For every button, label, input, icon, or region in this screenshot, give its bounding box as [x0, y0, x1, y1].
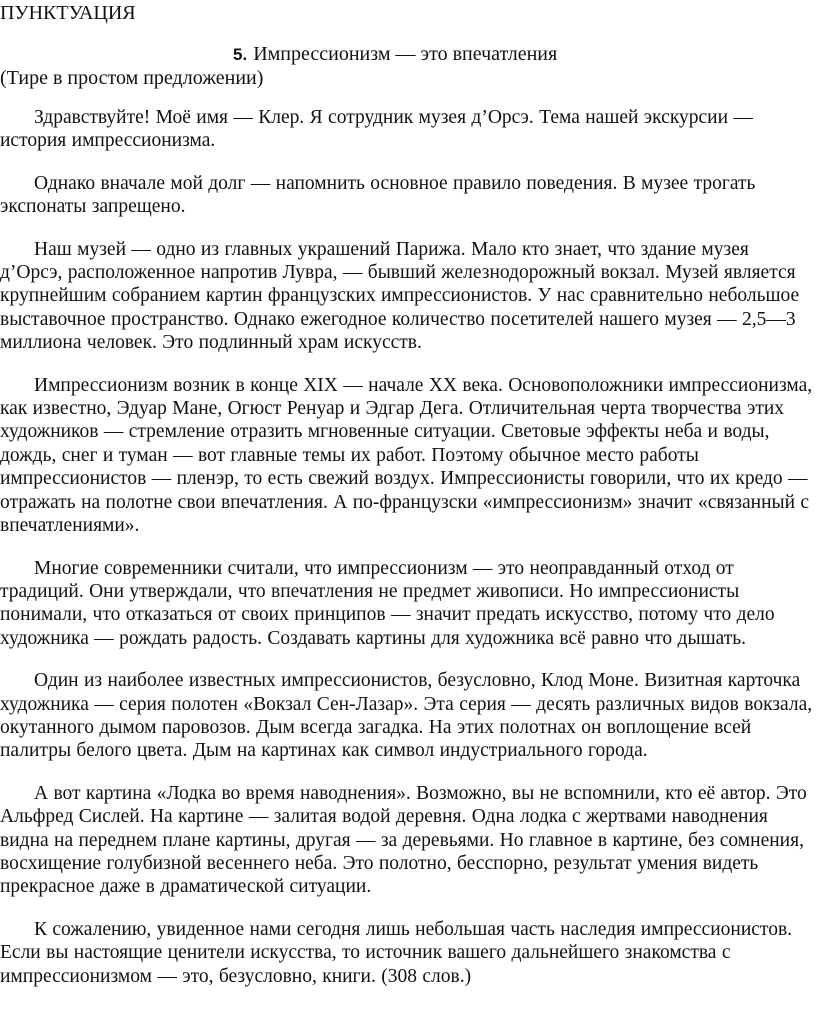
paragraph-rules: Однако вначале мой долг — напомнить основное правило поведения. В музее трогать экспонаты запрещено.	[0, 172, 756, 218]
lesson-subtitle: (Тире в простом предложении)	[0, 67, 264, 89]
lesson-title-text: Импрессионизм — это впечатления	[253, 43, 558, 65]
lesson-title	[233, 42, 557, 67]
paragraph-conclusion: К сожалению, увиденное нами сегодня лишь небольшая часть наследия импрессионистов. Если вы настоящие ценители искусства, то источник вашего дальнейшего знакомства с импрессионизмом — это, безусловно, книги. (308 слов.)	[0, 918, 793, 987]
paragraph-museum: Наш музей — одно из главных украшений Парижа. Мало кто знает, что здание музея д’Орсэ, расположенное напротив Лувра, — бывший железнодорожный вокзал. Музей является крупнейшим собранием картин французских импрессионистов. У нас сравнительно небольшое выставочное пространство. Однако ежегодное количество посетителей нашего музея — 2,5—3 миллиона человек. Это подлинный храм искусств.	[0, 238, 800, 354]
paragraph-greeting: Здравствуйте! Моё имя — Клер. Я сотрудник музея д’Орсэ. Тема нашей экскурсии — история импрессионизма.	[0, 107, 753, 152]
paragraph-contemporaries: Многие современники считали, что импрессионизм — это неоправданный отход от традиций. Они утверждали, что впечатления не предмет живописи. Но импрессионисты понимали, что отказаться от своих принципов — значит предать искусство, потому что дело художника — рождать радость. Создавать картины для художника всё равно что дышать.	[0, 557, 775, 649]
paragraph-monet: Один из наиболее известных импрессионистов, безусловно, Клод Моне. Визитная карточка художника — серия полотен «Вокзал Сен-Лазар». Эта серия — десять различных видов вокзала, окутанного дымом паровозов. Дым всегда загадка. На этих полотнах он воплощение всей палитры белого цвета. Дым на картинах как символ индустриального города.	[0, 670, 813, 762]
text-body	[0, 106, 816, 1007]
paragraph-impressionism-origin: Импрессионизм возник в конце XIX — начале XX века. Основоположники импрессионизма, как известно, Эдуар Мане, Огюст Ренуар и Эдгар Дега. Отличительная черта творчества этих художников — стремление отразить мгновенные ситуации. Световые эффекты неба и воды, дождь, снег и туман — вот главные темы их работ. Поэтому обычное место работы импрессионистов — пленэр, то есть свежий воздух. Импрессионисты говорили, что их кредо — отражать на полотне свои впечатления. А по-французски «импрессионизм» значит «связанный с впечатлениями».	[0, 374, 813, 537]
paragraph-sisley: А вот картина «Лодка во время наводнения». Возможно, вы не вспомнили, кто её автор. Это Альфред Сислей. На картине — залитая водой деревня. Одна лодка с жертвами наводнения видна на переднем плане картины, другая — за деревьями. Но главное в картине, без сомнения, восхищение голубизной весеннего неба. Это полотно, бесспорно, результат умения видеть прекрасное даже в драматической ситуации.	[0, 782, 807, 898]
section-heading: ПУНКТУАЦИЯ	[0, 2, 136, 24]
lesson-number: 5.	[233, 45, 248, 64]
